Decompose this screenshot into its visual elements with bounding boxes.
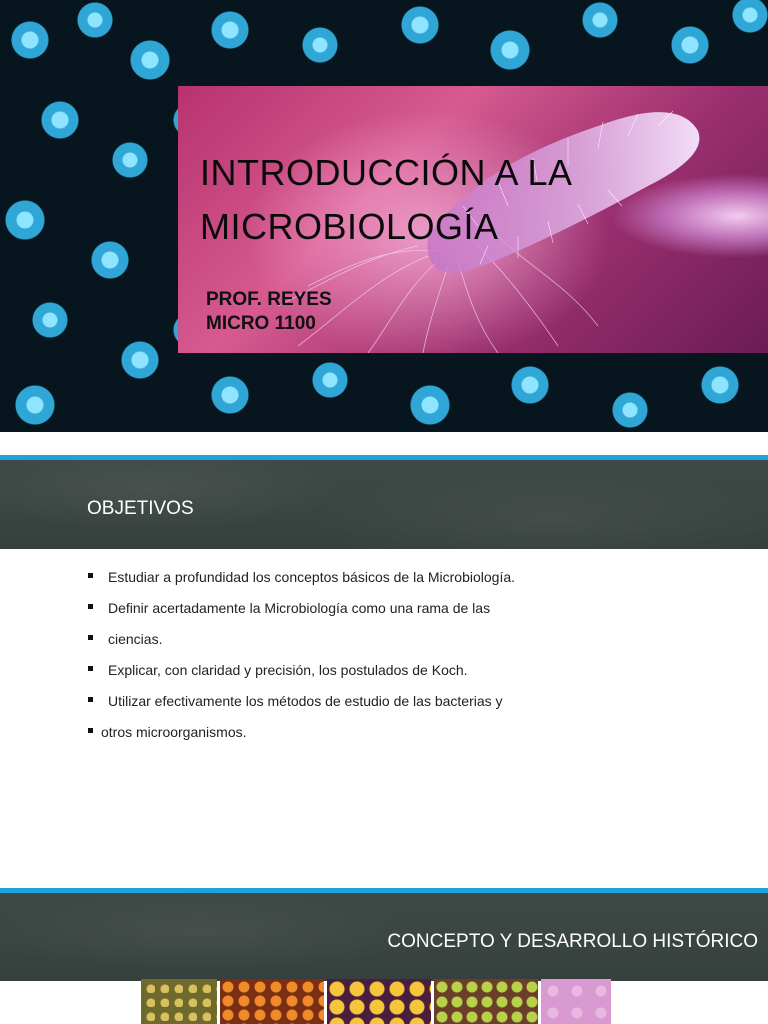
microbe-image: [541, 979, 611, 1024]
section-title: OBJETIVOS: [87, 498, 194, 519]
list-item: Explicar, con claridad y precisión, los postulados de Koch.: [88, 662, 515, 693]
course-code: MICRO 1100: [206, 313, 316, 334]
microbe-image: [220, 979, 324, 1024]
objectives-slide: [0, 455, 768, 887]
microbe-image-strip: [141, 979, 611, 1024]
bullet-icon: [88, 573, 93, 578]
professor-name: PROF. REYES: [206, 289, 332, 310]
bullet-icon: [88, 666, 93, 671]
bullet-icon: [88, 635, 93, 640]
microbe-image: [141, 979, 217, 1024]
bullet-icon: [88, 697, 93, 702]
microbe-image: [327, 979, 431, 1024]
microbe-image: [434, 979, 538, 1024]
list-item: Estudiar a profundidad los conceptos básicos de la Microbiología.: [88, 569, 515, 600]
slide-title-line-2: MICROBIOLOGÍA: [200, 206, 499, 247]
chalkboard-header: [0, 893, 768, 981]
bullet-icon: [88, 728, 93, 733]
slide-title-line-1: INTRODUCCIÓN A LA: [200, 152, 573, 193]
list-item: Definir acertadamente la Microbiología como una rama de las: [88, 600, 515, 631]
title-panel: [178, 86, 768, 353]
bullet-icon: [88, 604, 93, 609]
list-item: ciencias.: [88, 631, 515, 662]
objectives-list: [88, 569, 515, 755]
title-slide: [0, 0, 768, 432]
concept-slide: [0, 888, 768, 1024]
list-item: otros microorganismos.: [88, 724, 515, 755]
section-title: CONCEPTO Y DESARROLLO HISTÓRICO: [387, 931, 758, 952]
chalkboard-header: [0, 460, 768, 549]
list-item: Utilizar efectivamente los métodos de estudio de las bacterias y: [88, 693, 515, 724]
